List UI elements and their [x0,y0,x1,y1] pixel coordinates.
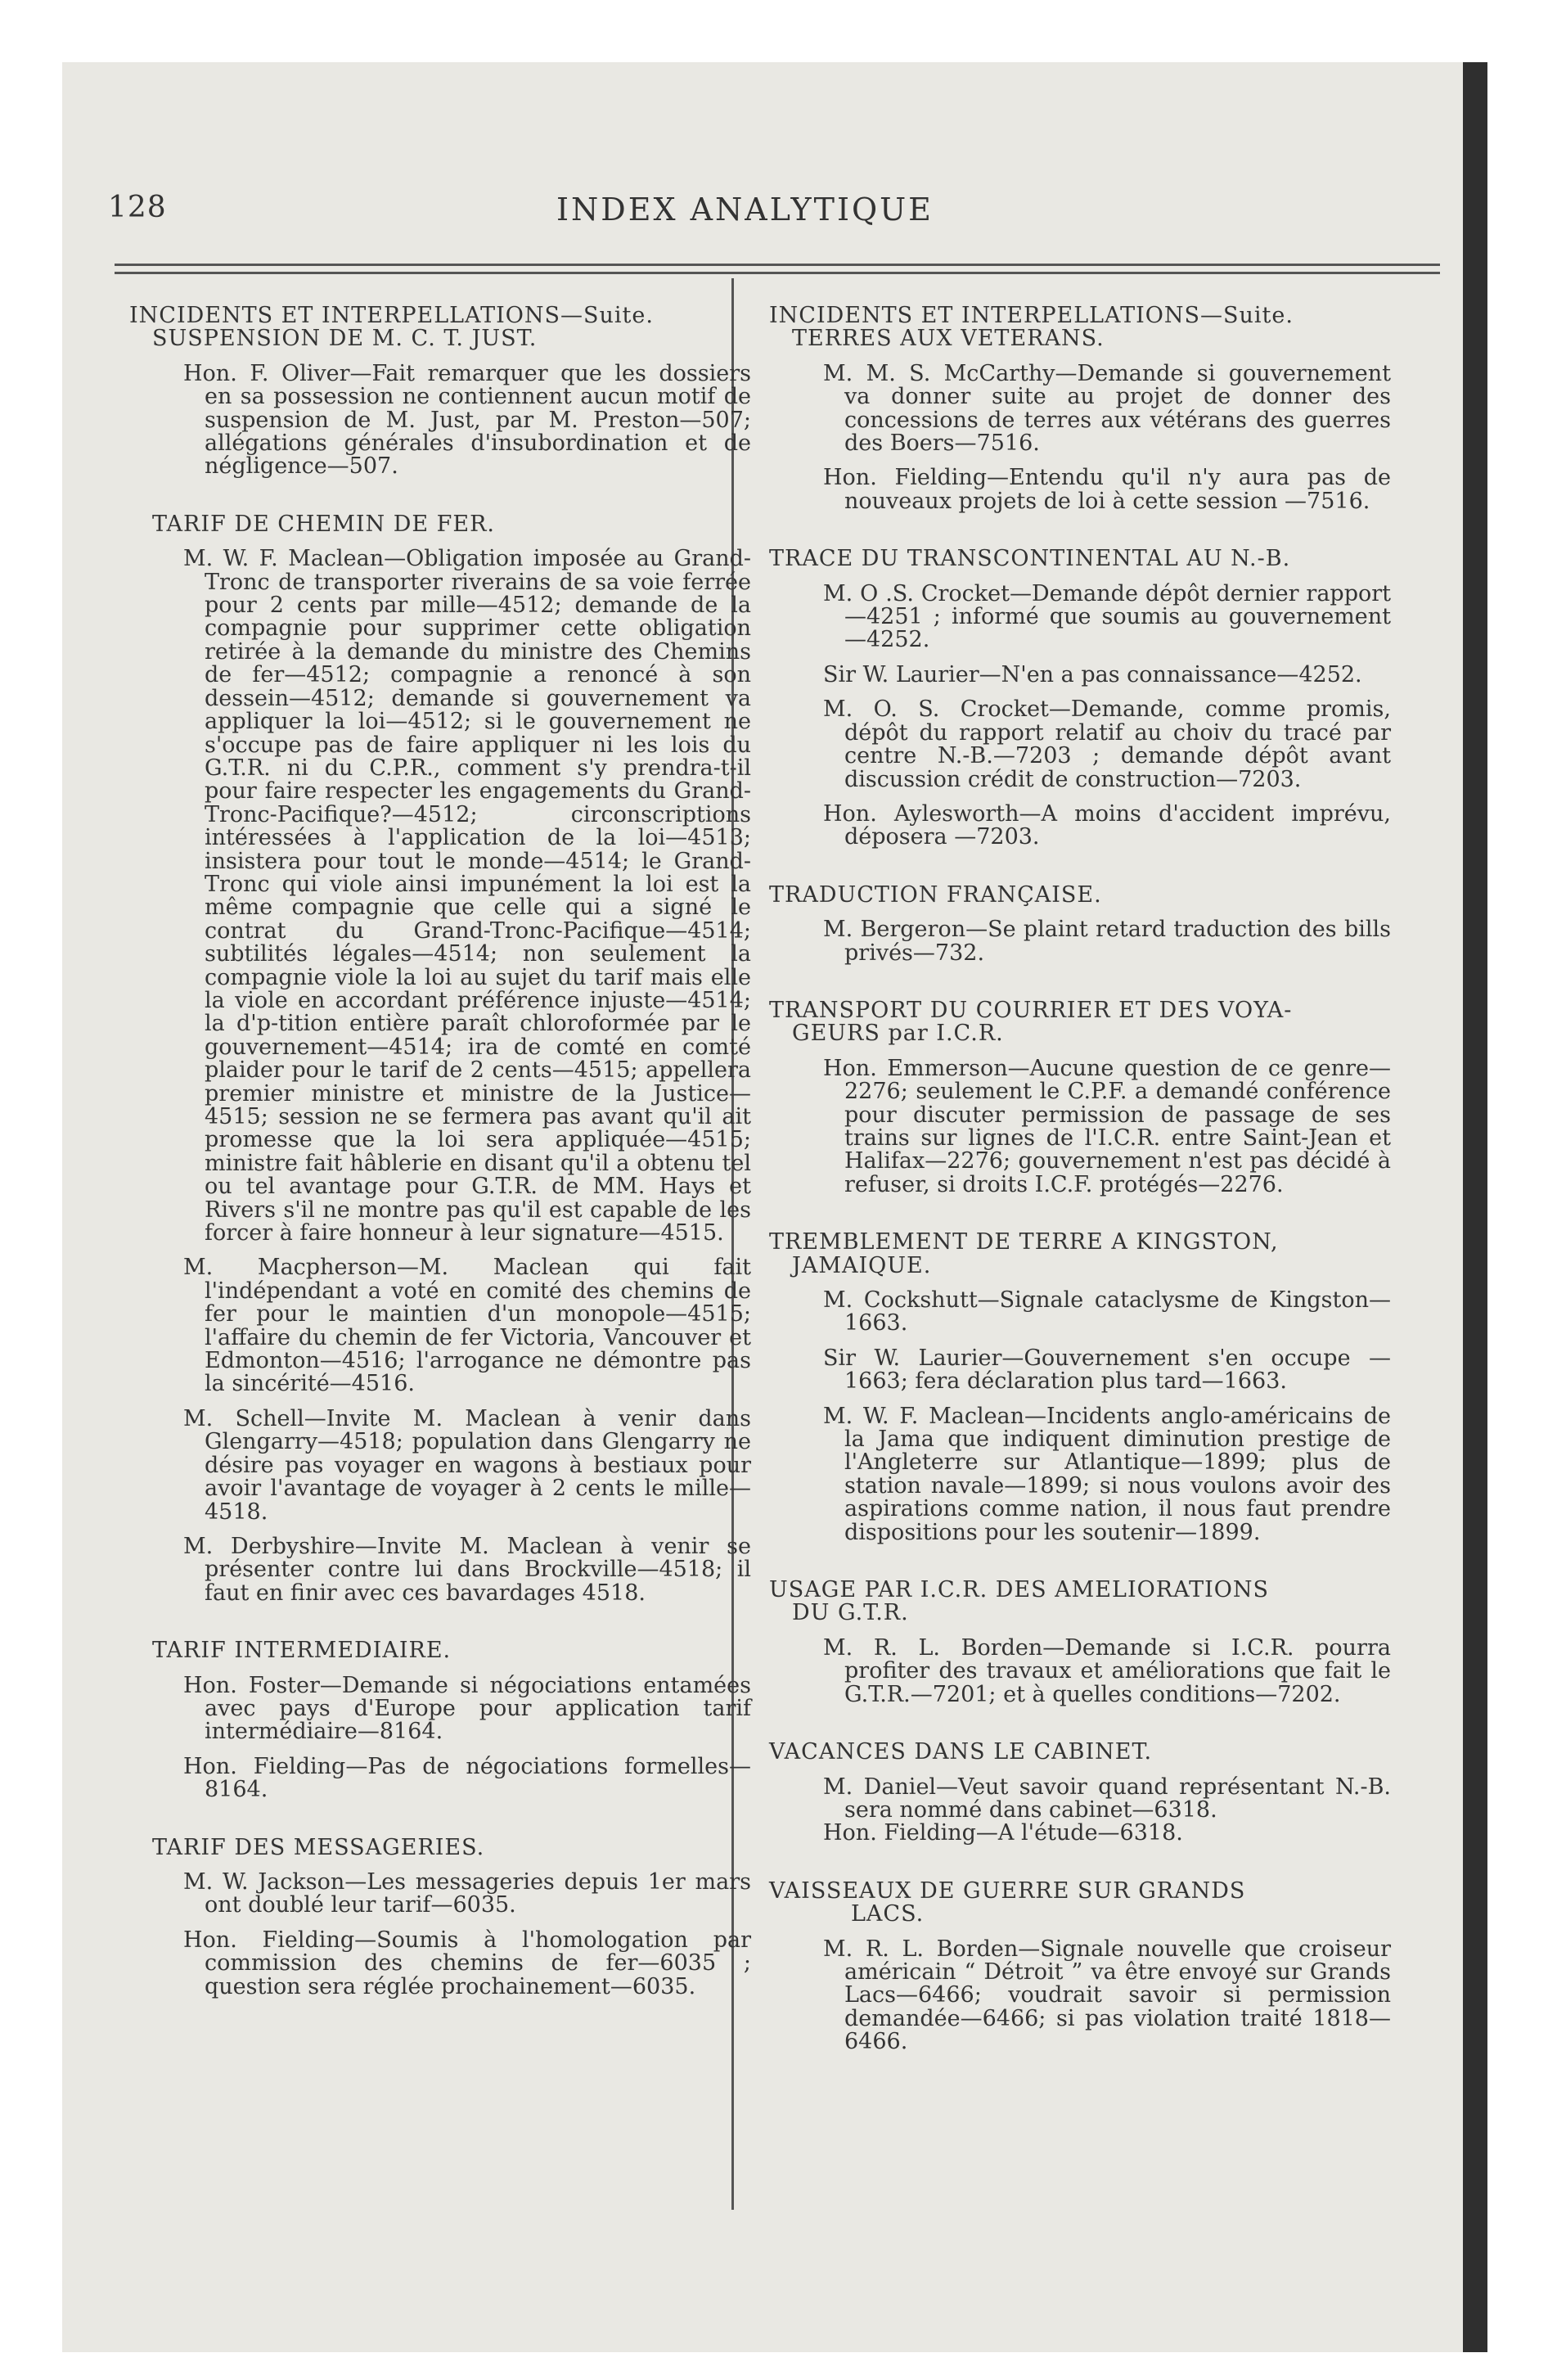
index-entry: M. Derbyshire—Invite M. Maclean à venir se présenter contre lui dans Brockville—4518; il faut en finir avec ces bavardages 4518. [183,1533,751,1606]
index-entry: M. O .S. Crocket—Demande dépôt dernier rapport—4251 ; informé que soumis au gouvernement—4252. [823,580,1391,653]
index-entry: M. O. S. Crocket—Demande, comme promis, dépôt du rapport relatif au choiv du tracé par centre N.-B.—7203 ; demande dépôt avant discussion crédit de construction—7203. [823,696,1391,792]
index-entry: Hon. F. Oliver—Fait remarquer que les dossiers en sa possession ne contiennent aucun motif de suspension de M. Just, par M. Preston—507; allégations générales d'insubordination et de négligence—507. [183,360,751,480]
index-entry: M. Macpherson—M. Maclean qui fait l'indépendant a voté en comité des chemins de fer pour le maintien d'un monopole—4515; l'affaire du chemin de fer Victoria, Vancouver et Edmonton—4516; l'arrogance ne démontre pas la sincérité—4516. [183,1255,751,1397]
heading-traduction-francaise: TRADUCTION FRANÇAISE. [769,881,1102,908]
index-entry: Sir W. Laurier—Gouvernement s'en occupe —1663; fera déclaration plus tard—1663. [823,1345,1391,1395]
heading-transport-courrier [769,999,1391,1046]
left-column [129,304,751,1999]
index-entry: Hon. Fielding—Entendu qu'il n'y aura pas de nouveaux projets de loi à cette session —7516. [823,465,1391,514]
heading-line: GEURS par I.C.R. [792,1021,1004,1047]
page-number: 128 [108,191,167,224]
heading-tarif-messageries: TARIF DES MESSAGERIES. [152,1834,485,1860]
heading-tarif-chemin-de-fer: TARIF DE CHEMIN DE FER. [152,511,496,537]
index-entry: Hon. Fielding—Pas de négociations formelles—8164. [183,1753,751,1803]
continued-heading: INCIDENTS ET INTERPELLATIONS—Suite. [129,303,654,328]
book-edge [1463,62,1487,2352]
subheading-suspension: SUSPENSION DE M. C. T. JUST. [152,326,538,352]
index-entry: M. Bergeron—Se plaint retard traduction des bills privés—732. [823,917,1391,966]
right-column [769,304,1391,2054]
heading-line: LACS. [851,1901,925,1927]
heading-vacances-cabinet: VACANCES DANS LE CABINET. [769,1739,1153,1765]
continued-heading: INCIDENTS ET INTERPELLATIONS—Suite. [769,303,1294,328]
header-rule [115,264,1440,266]
heading-line: JAMAIQUE. [792,1252,932,1278]
index-entry: Hon. Foster—Demande si négociations entamées avec pays d'Europe pour application tarif intermédiaire—8164. [183,1672,751,1745]
heading-line: DU G.T.R. [792,1600,909,1626]
index-entry: M. Schell—Invite M. Maclean à venir dans Glengarry—4518; population dans Glengarry ne désire pas voyager en wagons à bestiaux pour avoir l'avantage de voyager à 2 cents le mille—4518. [183,1405,751,1525]
index-entry: Hon. Fielding—A l'étude—6318. [823,1820,1183,1846]
heading-trace-transcontinental: TRACE DU TRANSCONTINENTAL AU N.-B. [769,546,1291,572]
index-entry: M. W. F. Maclean—Incidents anglo-américains de la Jama que indiquent diminution prestige de l'Angleterre sur Atlantique—1899; plus de station navale—1899; si nous voulons avoir des aspirations comme nation, il nous faut prendre dispositions pour les soutenir—1899. [823,1403,1391,1545]
heading-tremblement-de-terre [769,1231,1391,1278]
index-entry: M. R. L. Borden—Demande si I.C.R. pourra profiter des travaux et améliorations que fait le G.T.R.—7201; et à quelles conditions—7202. [823,1634,1391,1707]
index-entry: M. W. Jackson—Les messageries depuis 1er mars ont doublé leur tarif—6035. [183,1868,751,1918]
heading-terres-veterans: TERRES AUX VETERANS. [792,326,1105,352]
index-entry: M. R. L. Borden—Signale nouvelle que croiseur américain “ Détroit ” va être envoyé sur Grands Lacs—6466; voudrait savoir si permission demandée—6466; si pas violation traité 1818—6466. [823,1936,1391,2055]
heading-line: VAISSEAUX DE GUERRE SUR GRANDS [769,1877,1246,1904]
heading-tarif-intermediaire: TARIF INTERMEDIAIRE. [152,1638,452,1664]
index-entry: M. M. S. McCarthy—Demande si gouvernement va donner suite au projet de donner des concessions de terres aux vétérans des guerres des Boers—7516. [823,360,1391,457]
running-title: INDEX ANALYTIQUE [556,192,934,228]
index-entry: Hon. Aylesworth—A moins d'accident imprévu, déposera —7203. [823,800,1391,850]
heading-line: TREMBLEMENT DE TERRE A KINGSTON, [769,1229,1279,1255]
index-entry: Hon. Fielding—Soumis à l'homologation par commission des chemins de fer—6035 ; question sera réglée prochainement—6035. [183,1927,751,1999]
heading-vaisseaux-de-guerre [769,1877,1391,1927]
index-entry: Hon. Emmerson—Aucune question de ce genre—2276; seulement le C.P.F. a demandé conférence pour discuter permission de passage de ses trains sur lignes de l'I.C.R. entre Saint-Jean et Halifax—2276; gouvernement n'est pas décidé à refuser, si droits I.C.F. protégés—2276. [823,1055,1391,1197]
heading-line: USAGE PAR I.C.R. DES AMELIORATIONS [769,1577,1270,1603]
heading-usage-icr [769,1579,1391,1625]
index-entry: M. W. F. Maclean—Obligation imposée au Grand-Tronc de transporter riverains de sa voie ferrée pour 2 cents par mille—4512; demande de la compagnie pour supprimer cette obligation retirée à la demande du ministre des Chemins de fer—4512; compagnie a renoncé à son dessein—4512; demande si gouvernement va appliquer la loi—4512; si le gouvernement ne s'occupe pas de faire appliquer ni les lois du G.T.R. ni du C.P.R., comment s'y prendra-t-il pour faire respecter les engagements du Grand-Tronc-Pacifique?—4512; circonscriptions intéressées à l'application de la loi—4513; insistera pour tout le monde—4514; le Grand-Tronc qui viole ainsi impunément la loi est la même compagnie que celle qui a signé le contrat du Grand-Tronc-Pacifique—4514; subtilités légales—4514; non seulement la compagnie viole la loi au sujet du tarif mais elle la viole en accordant préférence injuste—4514; la d'p-tition entière paraît chloroformée par le gouvernement—4514; ira de comté en comté plaider pour le tarif de 2 cents—4515; appellera premier ministre et ministre de la Justice—4515; session ne se fermera pas avant qu'il ait promesse que la loi sera appliquée—4515; ministre fait hâblerie en disant qu'il a obtenu tel ou tel avantage pour G.T.R. de MM. Hays et Rivers s'il ne montre pas qu'il est capable de les forcer à faire honneur à leur signature—4515. [183,546,751,1246]
index-entry: Sir W. Laurier—N'en a pas connaissance—4252. [823,661,1362,687]
heading-line: TRANSPORT DU COURRIER ET DES VOYA- [769,997,1293,1023]
index-entry: M. Daniel—Veut savoir quand représentant N.-B. sera nommé dans cabinet—6318. [823,1774,1391,1823]
index-entry: M. Cockshutt—Signale cataclysme de Kingston—1663. [823,1287,1391,1336]
header-rule-double [115,272,1440,274]
